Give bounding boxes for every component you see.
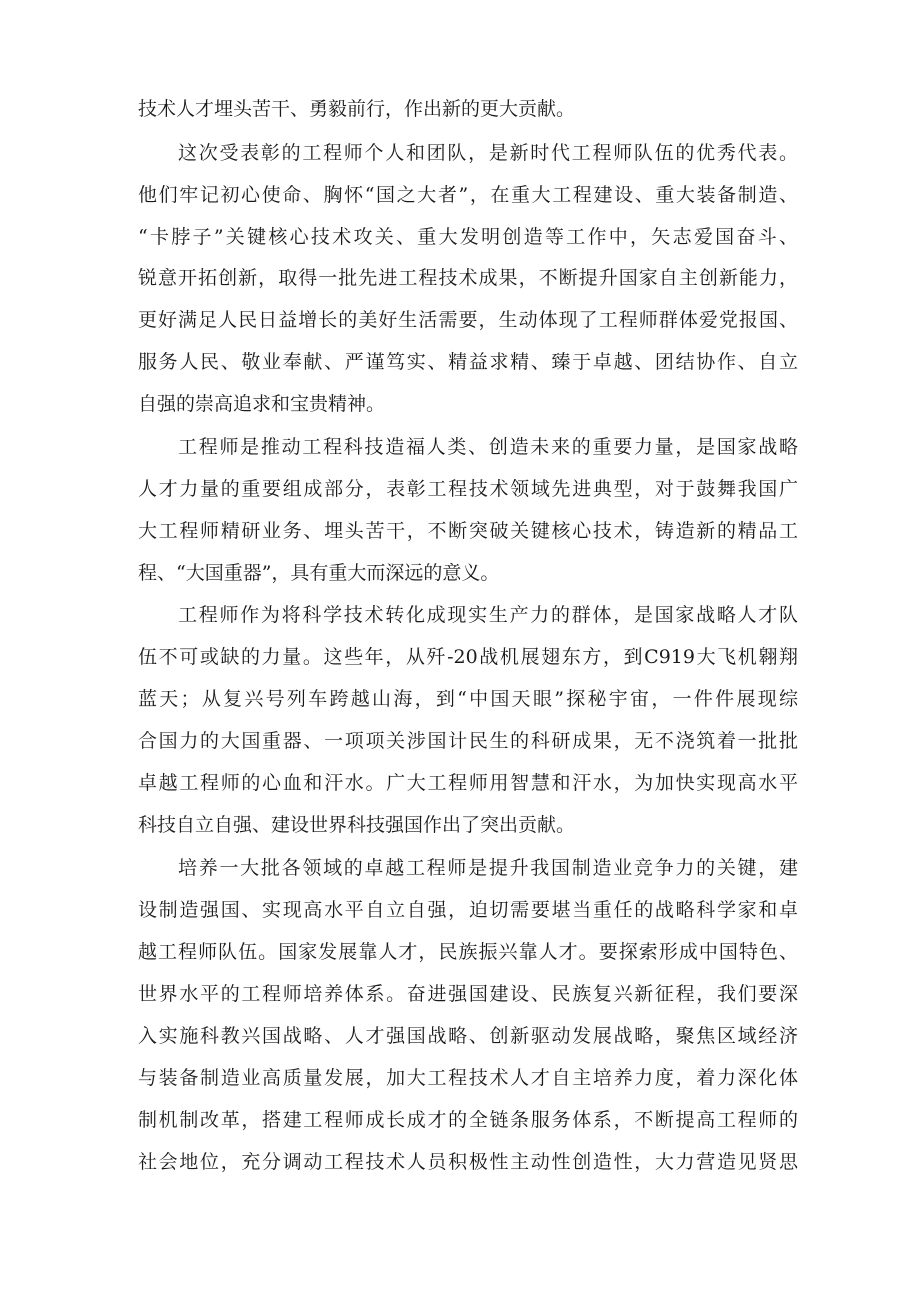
text-line: 与装备制造业高质量发展，加大工程技术人才自主培养力度，着力深化体 bbox=[138, 1067, 798, 1089]
text-line: “卡脖子”关键核心技术攻关、重大发明创造等工作中，矢志爱国奋斗、 bbox=[138, 226, 798, 248]
text-line: 自强的崇高追求和宝贵精神。 bbox=[138, 393, 386, 415]
text-line: 入实施科教兴国战略、人才强国战略、创新驱动发展战略，聚焦区域经济 bbox=[138, 1025, 798, 1047]
text-line: 世界水平的工程师培养体系。奋进强国建设、民族复兴新征程，我们要深 bbox=[138, 983, 798, 1005]
text-line: 合国力的大国重器、一项项关涉国计民生的科研成果，无不浇筑着一批批 bbox=[138, 730, 798, 752]
text-line: 设制造强国、实现高水平自立自强，迫切需要堪当重任的战略科学家和卓 bbox=[138, 899, 798, 921]
text-line: 更好满足人民日益增长的美好生活需要，生动体现了工程师群体爱党报国、 bbox=[138, 309, 798, 331]
text-line: 大工程师精研业务、埋头苦干，不断突破关键核心技术，铸造新的精品工 bbox=[138, 520, 798, 542]
text-line: 锐意开拓创新，取得一批先进工程技术成果，不断提升国家自主创新能力， bbox=[138, 267, 798, 289]
paragraph-first-line: 工程师是推动工程科技造福人类、创造未来的重要力量，是国家战略 bbox=[178, 436, 798, 458]
text-line: 程、“大国重器”，具有重大而深远的意义。 bbox=[138, 562, 500, 584]
paragraph-first-line: 工程师作为将科学技术转化成现实生产力的群体，是国家战略人才队 bbox=[178, 604, 798, 626]
text-line: 人才力量的重要组成部分，表彰工程技术领域先进典型，对于鼓舞我国广 bbox=[138, 478, 798, 500]
text-line: 卓越工程师的心血和汗水。广大工程师用智慧和汗水，为加快实现高水平 bbox=[138, 772, 798, 794]
text-line: 越工程师队伍。国家发展靠人才，民族振兴靠人才。要探索形成中国特色、 bbox=[138, 941, 798, 963]
paragraph-first-line: 这次受表彰的工程师个人和团队，是新时代工程师队伍的优秀代表。 bbox=[178, 142, 798, 164]
text-line: 伍不可或缺的力量。这些年，从歼-20战机展翅东方，到C919大飞机翱翔 bbox=[138, 646, 798, 668]
text-line: 社会地位，充分调动工程技术人员积极性主动性创造性，大力营造见贤思 bbox=[138, 1151, 798, 1173]
text-line: 蓝天；从复兴号列车跨越山海，到“中国天眼”探秘宇宙，一件件展现综 bbox=[138, 688, 798, 710]
text-line: 制机制改革，搭建工程师成长成才的全链条服务体系，不断提高工程师的 bbox=[138, 1109, 798, 1131]
paragraph-first-line: 培养一大批各领域的卓越工程师是提升我国制造业竞争力的关键，建 bbox=[178, 857, 798, 879]
text-line: 科技自立自强、建设世界科技强国作出了突出贡献。 bbox=[138, 814, 576, 836]
text-line: 技术人才埋头苦干、勇毅前行，作出新的更大贡献。 bbox=[138, 98, 576, 120]
text-line: 他们牢记初心使命、胸怀“国之大者”，在重大工程建设、重大装备制造、 bbox=[138, 184, 798, 206]
text-line: 服务人民、敬业奉献、严谨笃实、精益求精、臻于卓越、团结协作、自立 bbox=[138, 351, 798, 373]
